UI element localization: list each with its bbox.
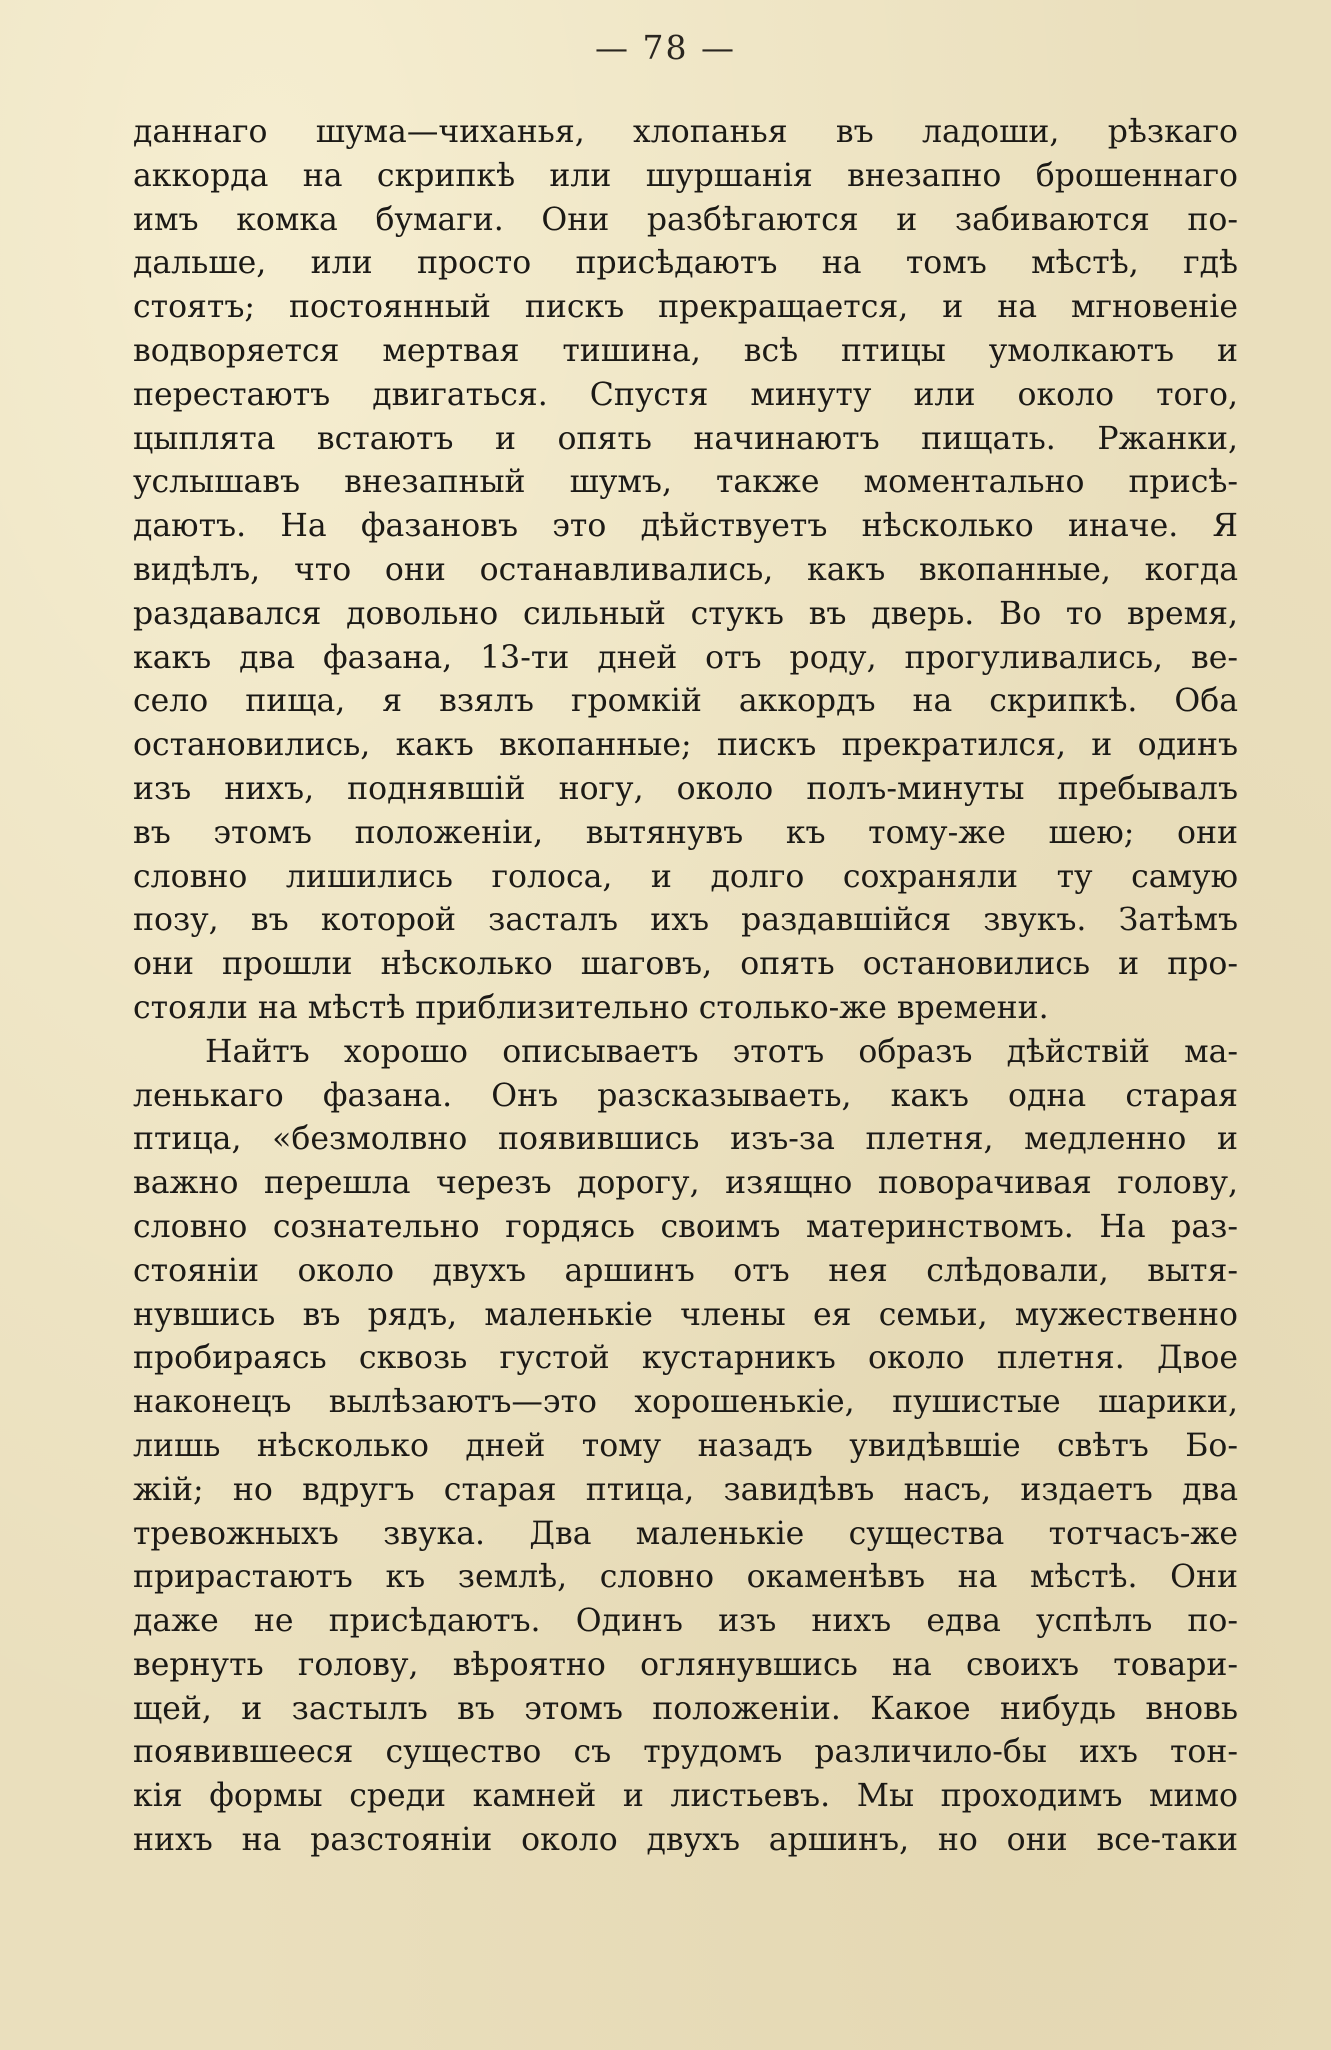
text-line: цыплята встаютъ и опять начинаютъ пищать. Ржанки,	[133, 420, 1238, 457]
text-line: ленькаго фазана. Онъ разсказываеть, какъ одна старая	[133, 1077, 1238, 1114]
text-line: остановились, какъ вкопанные; пискъ прекратился, и одинъ	[133, 727, 1238, 764]
text-line: стоятъ; постоянный пискъ прекращается, и на мгновеніе	[133, 289, 1238, 326]
text-line: дальше, или просто присѣдаютъ на томъ мѣстѣ, гдѣ	[133, 245, 1238, 282]
text-line: стояніи около двухъ аршинъ отъ нея слѣдовали, вытя-	[133, 1252, 1238, 1289]
text-line: важно перешла черезъ дорогу, изящно поворачивая голову,	[133, 1165, 1238, 1202]
text-line: словно сознательно гордясь своимъ материнствомъ. На раз-	[133, 1208, 1238, 1245]
text-line: услышавъ внезапный шумъ, также моментально присѣ-	[133, 464, 1238, 501]
text-line: даже не присѣдаютъ. Одинъ изъ нихъ едва успѣлъ по-	[133, 1603, 1238, 1640]
text-line: раздавался довольно сильный стукъ въ дверь. Во то время,	[133, 595, 1238, 632]
text-line: вернуть голову, вѣроятно оглянувшись на своихъ товари-	[133, 1646, 1238, 1683]
page-number: — 78 —	[595, 28, 736, 67]
text-line: наконецъ вылѣзаютъ—это хорошенькіе, пушистые шарики,	[133, 1384, 1238, 1421]
text-line: нихъ на разстояніи около двухъ аршинъ, но они все-таки	[133, 1822, 1238, 1859]
text-line: пробираясь сквозь густой кустарникъ около плетня. Двое	[133, 1340, 1238, 1377]
text-line: птица, «безмолвно появившись изъ-за плетня, медленно и	[133, 1121, 1238, 1158]
text-line: изъ нихъ, поднявшій ногу, около полъ-минуты пребывалъ	[133, 770, 1238, 807]
text-line: водворяется мертвая тишина, всѣ птицы умолкаютъ и	[133, 332, 1238, 369]
text-line: въ этомъ положеніи, вытянувъ къ тому-же шею; они	[133, 814, 1238, 851]
text-line: позу, въ которой засталъ ихъ раздавшійся звукъ. Затѣмъ	[133, 902, 1238, 939]
text-line: прирастаютъ къ землѣ, словно окаменѣвъ на мѣстѣ. Они	[133, 1559, 1238, 1596]
body-text	[133, 111, 1238, 1863]
text-line: нувшись въ рядъ, маленькіе члены ея семьи, мужественно	[133, 1296, 1238, 1333]
text-line: кія формы среди камней и листьевъ. Мы проходимъ мимо	[133, 1778, 1238, 1815]
text-line: село пища, я взялъ громкій аккордъ на скрипкѣ. Оба	[133, 683, 1238, 720]
text-line: щей, и застылъ въ этомъ положеніи. Какое нибудь вновь	[133, 1690, 1238, 1727]
text-line: аккорда на скрипкѣ или шуршанія внезапно брошеннаго	[133, 157, 1238, 194]
text-line: даютъ. На фазановъ это дѣйствуетъ нѣсколько иначе. Я	[133, 508, 1238, 545]
text-line: жій; но вдругъ старая птица, завидѣвъ насъ, издаетъ два	[133, 1471, 1238, 1508]
text-line: Найтъ хорошо описываетъ этотъ образъ дѣйствій ма-	[205, 1033, 1238, 1070]
text-line: видѣлъ, что они останавливались, какъ вкопанные, когда	[133, 551, 1238, 588]
text-line: тревожныхъ звука. Два маленькіе существа тотчасъ-же	[133, 1515, 1238, 1552]
text-line: какъ два фазана, 13-ти дней отъ роду, прогуливались, ве-	[133, 639, 1238, 676]
text-line: словно лишились голоса, и долго сохраняли ту самую	[133, 858, 1238, 895]
text-line: они прошли нѣсколько шаговъ, опять остановились и про-	[133, 946, 1238, 983]
text-line: перестаютъ двигаться. Спустя минуту или около того,	[133, 376, 1238, 413]
text-line: появившееся существо съ трудомъ различило-бы ихъ тон-	[133, 1734, 1238, 1771]
text-line: даннаго шума—чиханья, хлопанья въ ладоши, рѣзкаго	[133, 114, 1238, 150]
text-line: стояли на мѣстѣ приблизительно столько-же времени.	[133, 989, 1049, 1026]
text-line: лишь нѣсколько дней тому назадъ увидѣвшіе свѣтъ Бо-	[133, 1427, 1238, 1464]
text-line: имъ комка бумаги. Они разбѣгаются и забиваются по-	[133, 201, 1238, 238]
